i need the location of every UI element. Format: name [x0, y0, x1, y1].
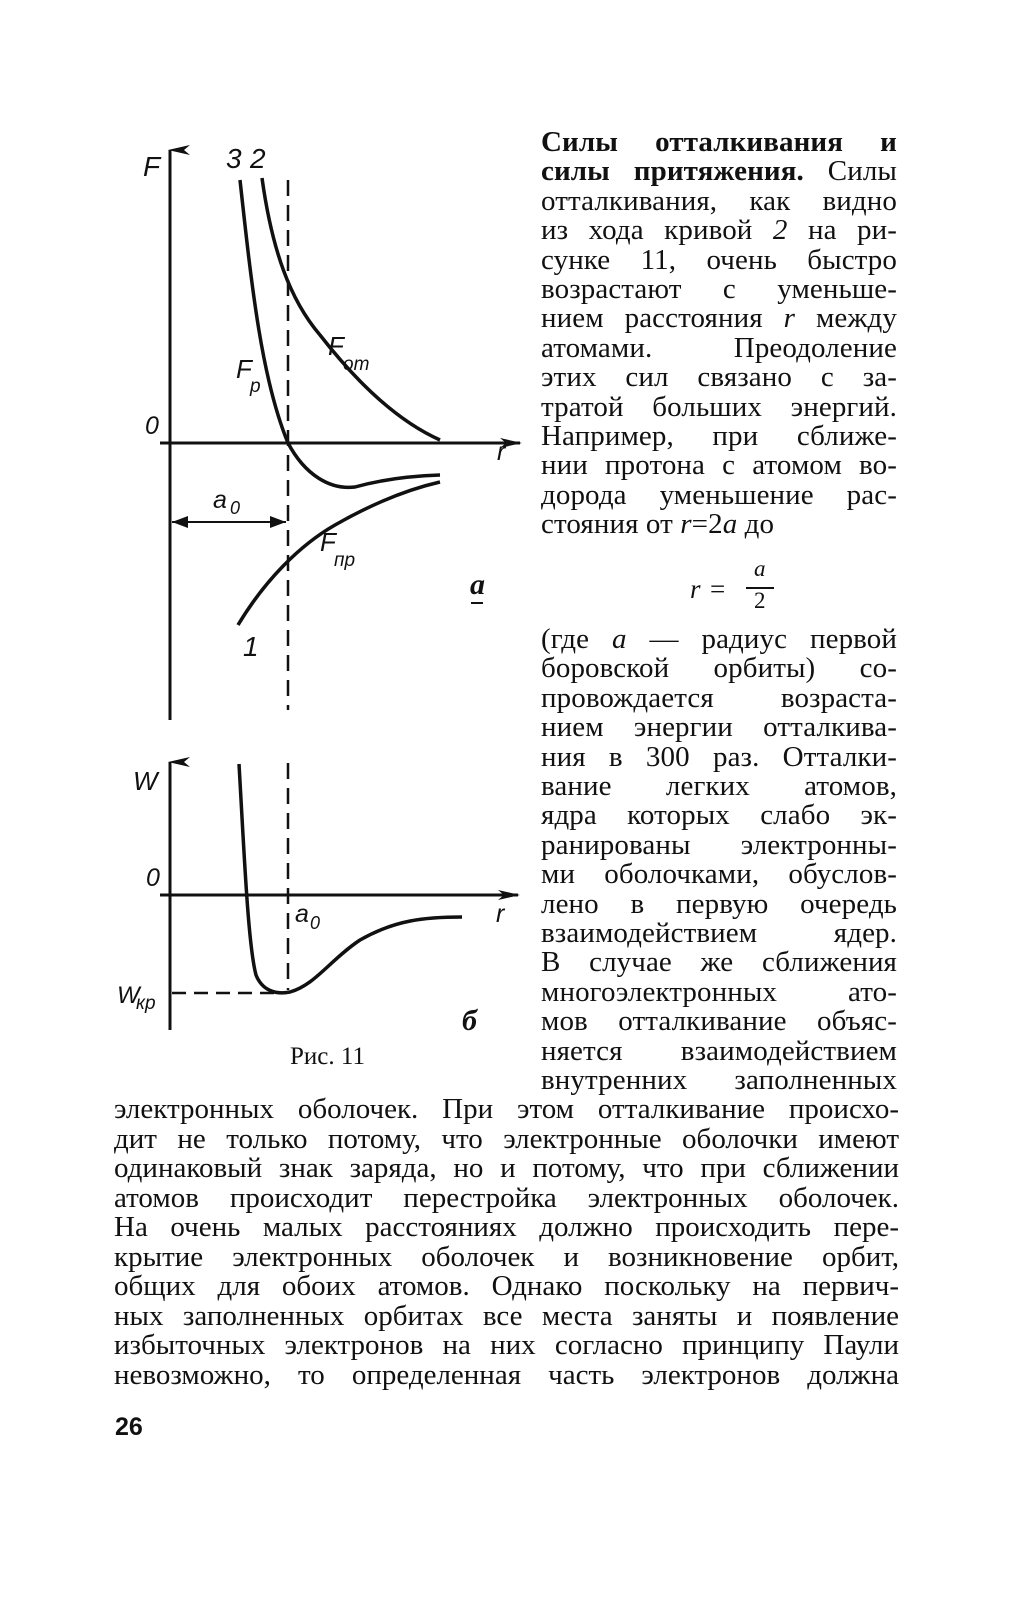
r-axis-label-a: r: [497, 438, 506, 466]
full-width-text: [114, 1095, 899, 1390]
curve-potential-energy: [239, 764, 462, 993]
label-f-repulsive-main: F: [328, 331, 344, 361]
panel-letter-a: a: [470, 568, 485, 601]
formula-r-equals-a-over-2: [660, 556, 800, 616]
text-line: электронных оболочек. При этом отталкивание происхо-: [114, 1093, 899, 1125]
var-r: r: [680, 508, 692, 541]
page-number: 26: [115, 1413, 143, 1441]
r-axis-label-b: r: [496, 900, 505, 928]
origin-label-a: 0: [145, 412, 159, 440]
figure-caption: Рис. 11: [290, 1043, 365, 1070]
heading-line-1: [541, 128, 897, 157]
label-f-resultant: [236, 354, 261, 397]
text-line: избыточных электронов на них согласно принципу Паули: [114, 1329, 899, 1361]
text-line: этих сил связано с за-: [541, 361, 897, 394]
heading-line-2: [541, 157, 897, 186]
text-span: из хода кривой: [541, 214, 753, 247]
label-w-kr-sub: кр: [136, 993, 156, 1014]
var-a: a: [722, 508, 738, 541]
text-line: тратой больших энергий.: [541, 390, 897, 423]
curve-number-3: 3: [226, 143, 242, 174]
var-r: r: [783, 302, 796, 335]
text-line: няется взаимодействием: [541, 1034, 897, 1067]
text-span: на ри-: [787, 214, 897, 247]
text-line: ми оболочками, обуслов-: [541, 858, 897, 891]
curve-ref: 2: [772, 214, 788, 247]
text-line: [541, 625, 897, 654]
label-a0-a-main: a: [213, 486, 227, 514]
label-a0-panel-b: [295, 900, 320, 933]
formula-lhs: r: [690, 574, 701, 604]
right-column-text: [541, 128, 897, 540]
text-span: — радиус первой: [626, 623, 897, 655]
curve-number-1: 1: [243, 631, 259, 662]
text-line: одинаковый знак заряда, но и потому, что при сближении: [114, 1152, 899, 1184]
text-line: дорода уменьшение рас-: [541, 478, 897, 511]
text-line: многоэлектронных ато-: [541, 975, 897, 1008]
label-f-attractive: [320, 527, 355, 571]
text-line: На очень малых расстояниях должно происходить пере-: [114, 1211, 899, 1243]
dimension-arrowhead-left: [172, 516, 188, 528]
text-line: внутренних заполненных: [541, 1064, 897, 1097]
text-line: нии протона с атомом во-: [541, 449, 897, 482]
label-f-resultant-sub: р: [250, 376, 261, 397]
text-line: Например, при сближе-: [541, 420, 897, 453]
text-line: вание легких атомов,: [541, 770, 897, 803]
text-line: ных заполненных орбитах все места заняты и появление: [114, 1299, 899, 1332]
label-f-attractive-main: F: [320, 527, 336, 557]
text-line: отталкивания, как видно: [541, 184, 897, 217]
text-line: сунке 11, очень быстро: [541, 243, 897, 276]
text-line: боровской орбиты) со-: [541, 652, 897, 685]
text-line: [541, 216, 897, 245]
heading-bold-1: Силы отталкивания и: [541, 126, 897, 158]
text-line: [541, 304, 897, 333]
right-column-text-2: [541, 625, 897, 1096]
text-line: взаимодействием ядер.: [541, 917, 897, 950]
label-a0-b-sub: 0: [310, 913, 321, 933]
var-a: a: [612, 623, 627, 655]
formula-numerator: a: [754, 556, 766, 581]
f-axis-label: F: [143, 151, 161, 182]
label-a0-panel-a: [213, 486, 240, 518]
origin-label-b: 0: [146, 864, 160, 892]
curve-number-2: 2: [250, 143, 266, 174]
text-line: нием энергии отталкива-: [541, 711, 897, 744]
text-line: возрастают с уменьше-: [541, 273, 897, 306]
label-f-repulsive-sub: от: [343, 354, 370, 375]
panel-a: [143, 143, 520, 720]
text-line: ядра которых слабо эк-: [541, 799, 897, 832]
text-line: невозможно, то определенная часть электронов должна: [114, 1358, 899, 1391]
text-span: нием расстояния: [541, 302, 763, 335]
label-w-kr: [117, 982, 156, 1014]
text-line: В случае же сближения: [541, 946, 897, 979]
text-line: провождается возраста-: [541, 681, 897, 714]
panel-b: [117, 762, 518, 1037]
text-span: до: [737, 508, 775, 541]
text-line: дит не только потому, что электронные оболочки имеют: [114, 1122, 899, 1155]
panel-letter-b: б: [462, 1004, 477, 1037]
text-span: стояния от: [541, 508, 673, 541]
label-a0-b-main: a: [295, 900, 309, 928]
text-span: (где: [541, 623, 613, 655]
text-line: ранированы электронны-: [541, 828, 897, 861]
text-line: [541, 510, 897, 539]
eq-sign: =: [691, 508, 709, 541]
label-w-kr-main: W: [117, 982, 140, 1009]
eq-value: 2: [708, 508, 723, 541]
dimension-arrowhead-right: [270, 516, 286, 528]
heading-bold-2: силы притяжения.: [541, 155, 804, 188]
heading-rest: Силы: [803, 155, 897, 188]
label-f-resultant-main: F: [236, 354, 252, 384]
formula-eq: =: [710, 574, 726, 604]
text-line: ния в 300 раз. Отталки-: [541, 740, 897, 773]
formula-denominator: 2: [754, 588, 766, 613]
label-f-repulsive: [328, 331, 369, 375]
text-line: мов отталкивание объяс-: [541, 1005, 897, 1038]
text-line: крытие электронных оболочек и возникновение орбит,: [114, 1240, 899, 1273]
text-span: между: [795, 302, 897, 335]
text-line: общих для обоих атомов. Однако поскольку на первич-: [114, 1270, 899, 1302]
text-line: атомов происходит перестройка электронных оболочек.: [114, 1181, 899, 1214]
text-line: атомами. Преодоление: [541, 331, 897, 364]
text-line: лено в первую очередь: [541, 887, 897, 920]
w-axis-label: W: [133, 766, 158, 796]
label-a0-a-sub: 0: [230, 498, 241, 518]
label-f-attractive-sub: пр: [334, 550, 356, 571]
